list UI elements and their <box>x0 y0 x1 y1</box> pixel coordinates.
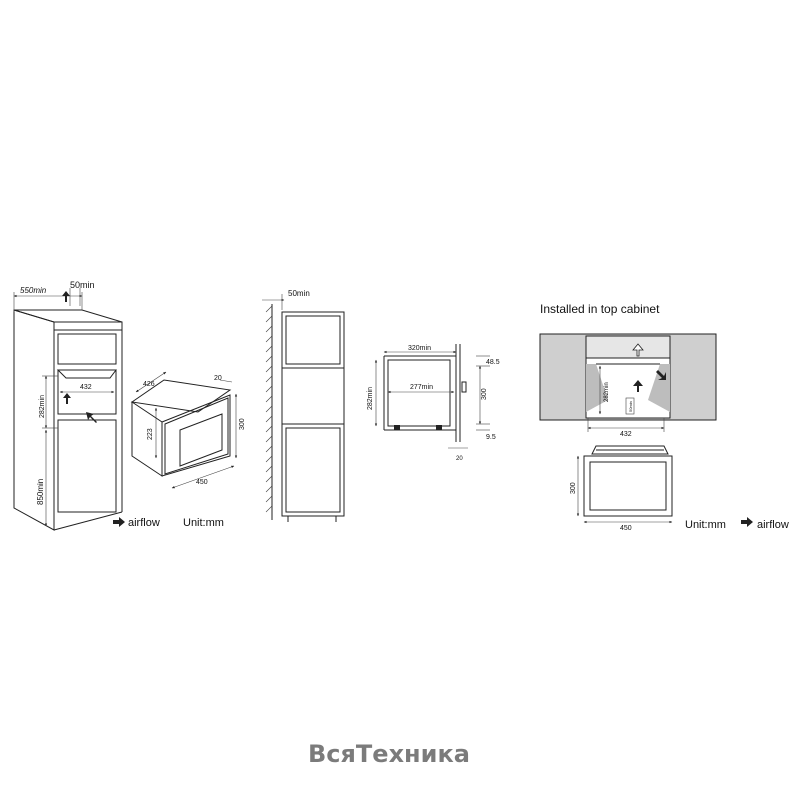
top-cabinet-install-diagram <box>540 302 789 532</box>
dim-wall-gap: 50min <box>288 289 310 298</box>
legend-airflow-label: airflow <box>128 517 160 529</box>
dim-niche-height: 282min <box>604 382 610 402</box>
dim-niche-width: 432 <box>620 431 632 438</box>
dim-cabinet-height: 850min <box>36 478 45 505</box>
legend-unit-label: Unit:mm <box>183 517 224 529</box>
dim-body-height: 223 <box>147 428 154 440</box>
dim-depth: 426 <box>143 381 155 388</box>
dim-height-left: 282min <box>367 387 374 410</box>
airflow-arrow-icon <box>113 517 125 527</box>
dim-height-right: 300 <box>481 388 488 400</box>
dim-height: 300 <box>239 418 246 430</box>
dim-top-offset: 48.5 <box>486 359 500 366</box>
install-title: Installed in top cabinet <box>540 302 660 316</box>
dim-width: 450 <box>196 479 208 486</box>
legend-airflow-label: airflow <box>757 519 789 531</box>
dim-depth-inner: 277min <box>410 384 433 391</box>
dim-front-offset: 20 <box>214 375 222 382</box>
airflow-arrow-icon <box>62 291 70 302</box>
legend-unit-label: Unit:mm <box>685 519 726 531</box>
dim-front: 20 <box>456 456 463 462</box>
dim-top-gap: 50min <box>70 280 95 290</box>
wall-hatching <box>266 306 272 512</box>
wall-side-section-diagram <box>262 289 344 522</box>
niche-side-section-diagram <box>367 344 500 462</box>
airflow-arrow-icon <box>741 517 753 527</box>
airflow-arrow-icon <box>63 393 71 404</box>
dim-small-label: 50min <box>628 401 633 412</box>
dim-bottom-offset: 9.5 <box>486 434 496 441</box>
appliance-isometric-diagram <box>132 372 246 488</box>
dim-front-width: 450 <box>620 525 632 532</box>
dim-front-height: 300 <box>570 482 577 494</box>
dim-depth-top: 320min <box>408 345 431 352</box>
dim-niche-height: 282min <box>39 395 46 418</box>
dim-top-depth: 550min <box>20 286 47 295</box>
watermark-text: ВсяТехника <box>308 740 470 768</box>
tall-cabinet-diagram <box>14 280 224 530</box>
dim-niche-width: 432 <box>80 384 92 391</box>
